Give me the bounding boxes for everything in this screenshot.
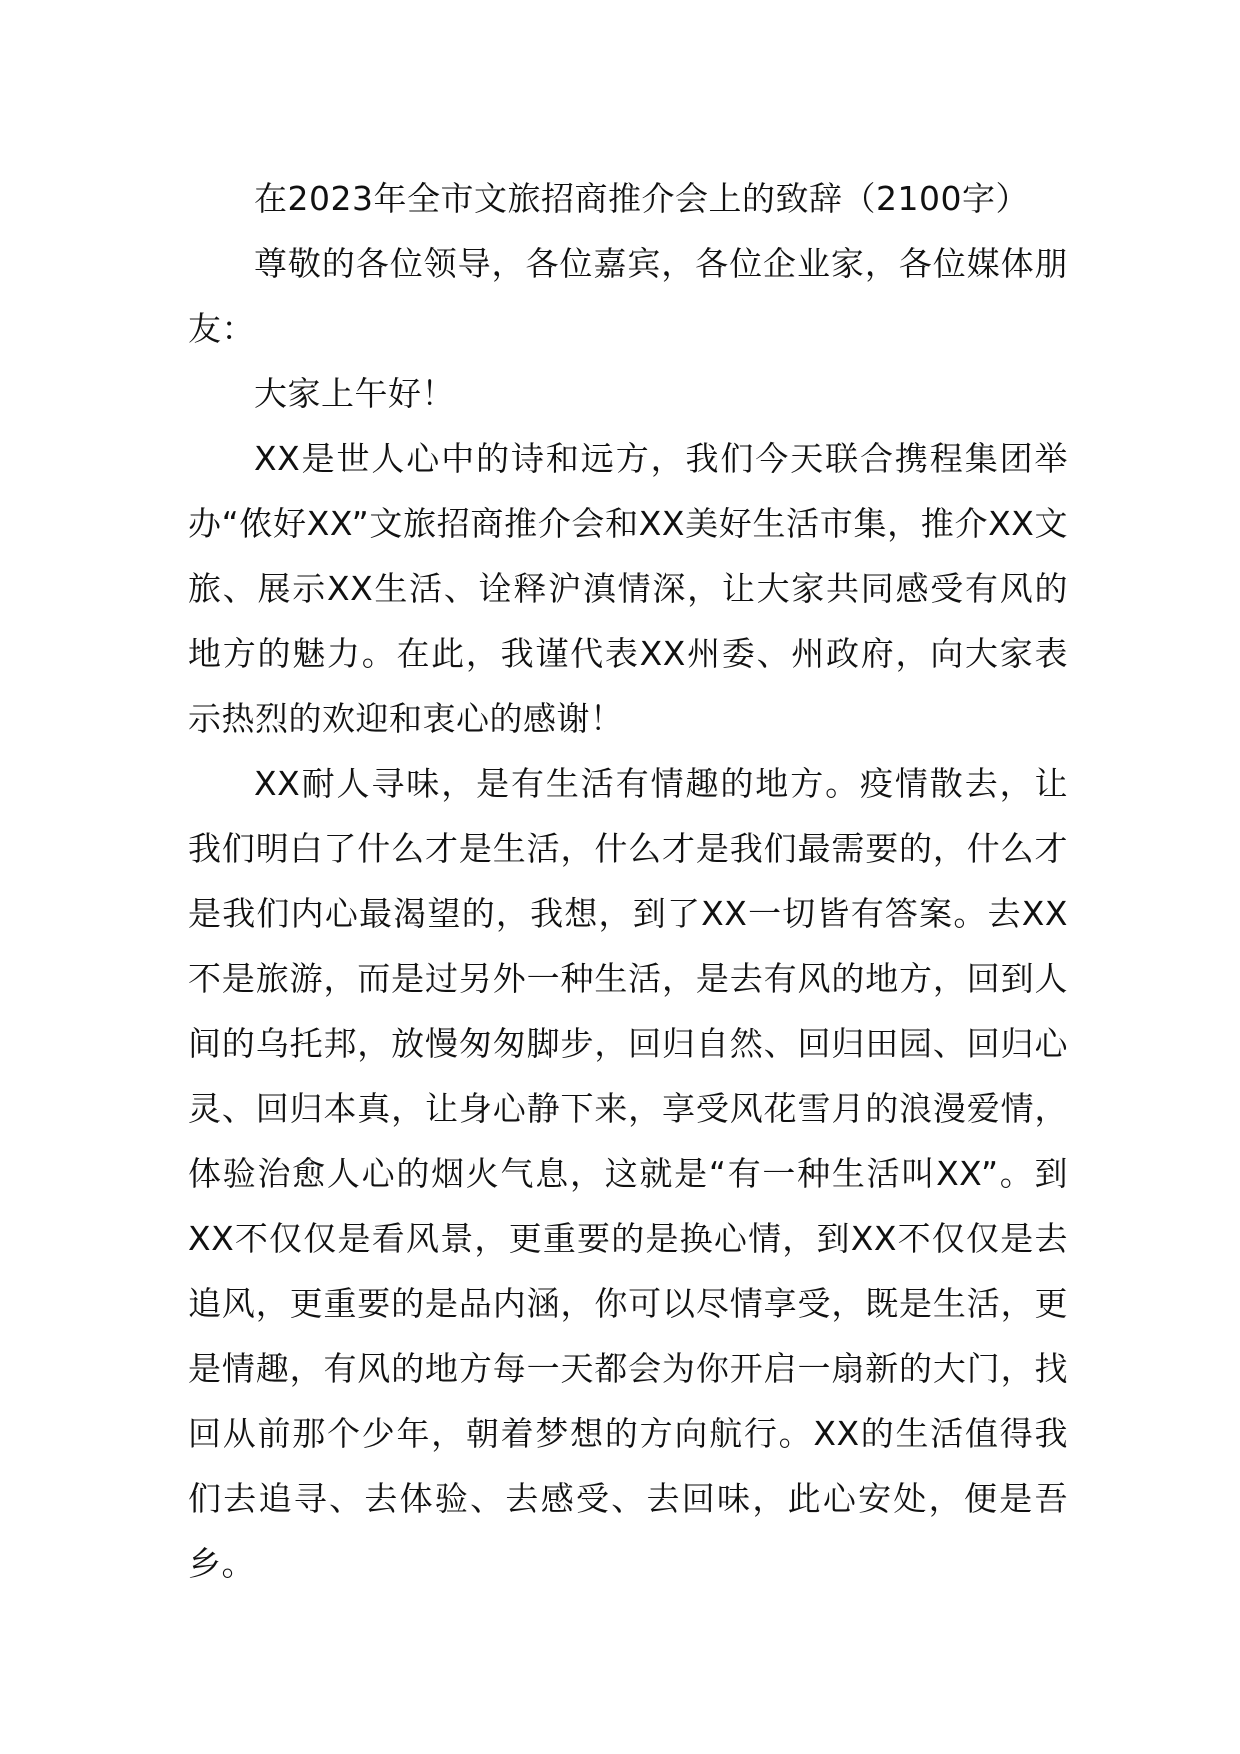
salutation: 尊敬的各位领导，各位嘉宾，各位企业家，各位媒体朋友： (188, 244, 1068, 348)
greeting: 大家上午好！ (254, 374, 455, 413)
document-title: 在2023年全市文旅招商推介会上的致辞（2100字） (254, 179, 1029, 218)
body-paragraph-1: XX是世人心中的诗和远方，我们今天联合携程集团举办“侬好XX”文旅招商推介会和XX美好生活市集，推介XX文旅、展示XX生活、诠释沪滇情深，让大家共同感受有风的地方的魅力。在此，我谨代表XX州委、州政府，向大家表示热烈的欢迎和衷心的感谢！ (188, 439, 1068, 738)
body-paragraph-2: XX耐人寻味，是有生活有情趣的地方。疫情散去，让我们明白了什么才是生活，什么才是我们最需要的，什么才是我们内心最渴望的，我想，到了XX一切皆有答案。去XX不是旅游，而是过另外一种生活，是去有风的地方，回到人间的乌托邦，放慢匆匆脚步，回归自然、回归田园、回归心灵、回归本真，让身心静下来，享受风花雪月的浪漫爱情，体验治愈人心的烟火气息，这就是“有一种生活叫XX”。到XX不仅仅是看风景，更重要的是换心情，到XX不仅仅是去追风，更重要的是品内涵，你可以尽情享受，既是生活，更是情趣，有风的地方每一天都会为你开启一扇新的大门，找回从前那个少年，朝着梦想的方向航行。XX的生活值得我们去追寻、去体验、去感受、去回味，此心安处，便是吾乡。 (188, 764, 1068, 1583)
document-page (188, 166, 1068, 1596)
